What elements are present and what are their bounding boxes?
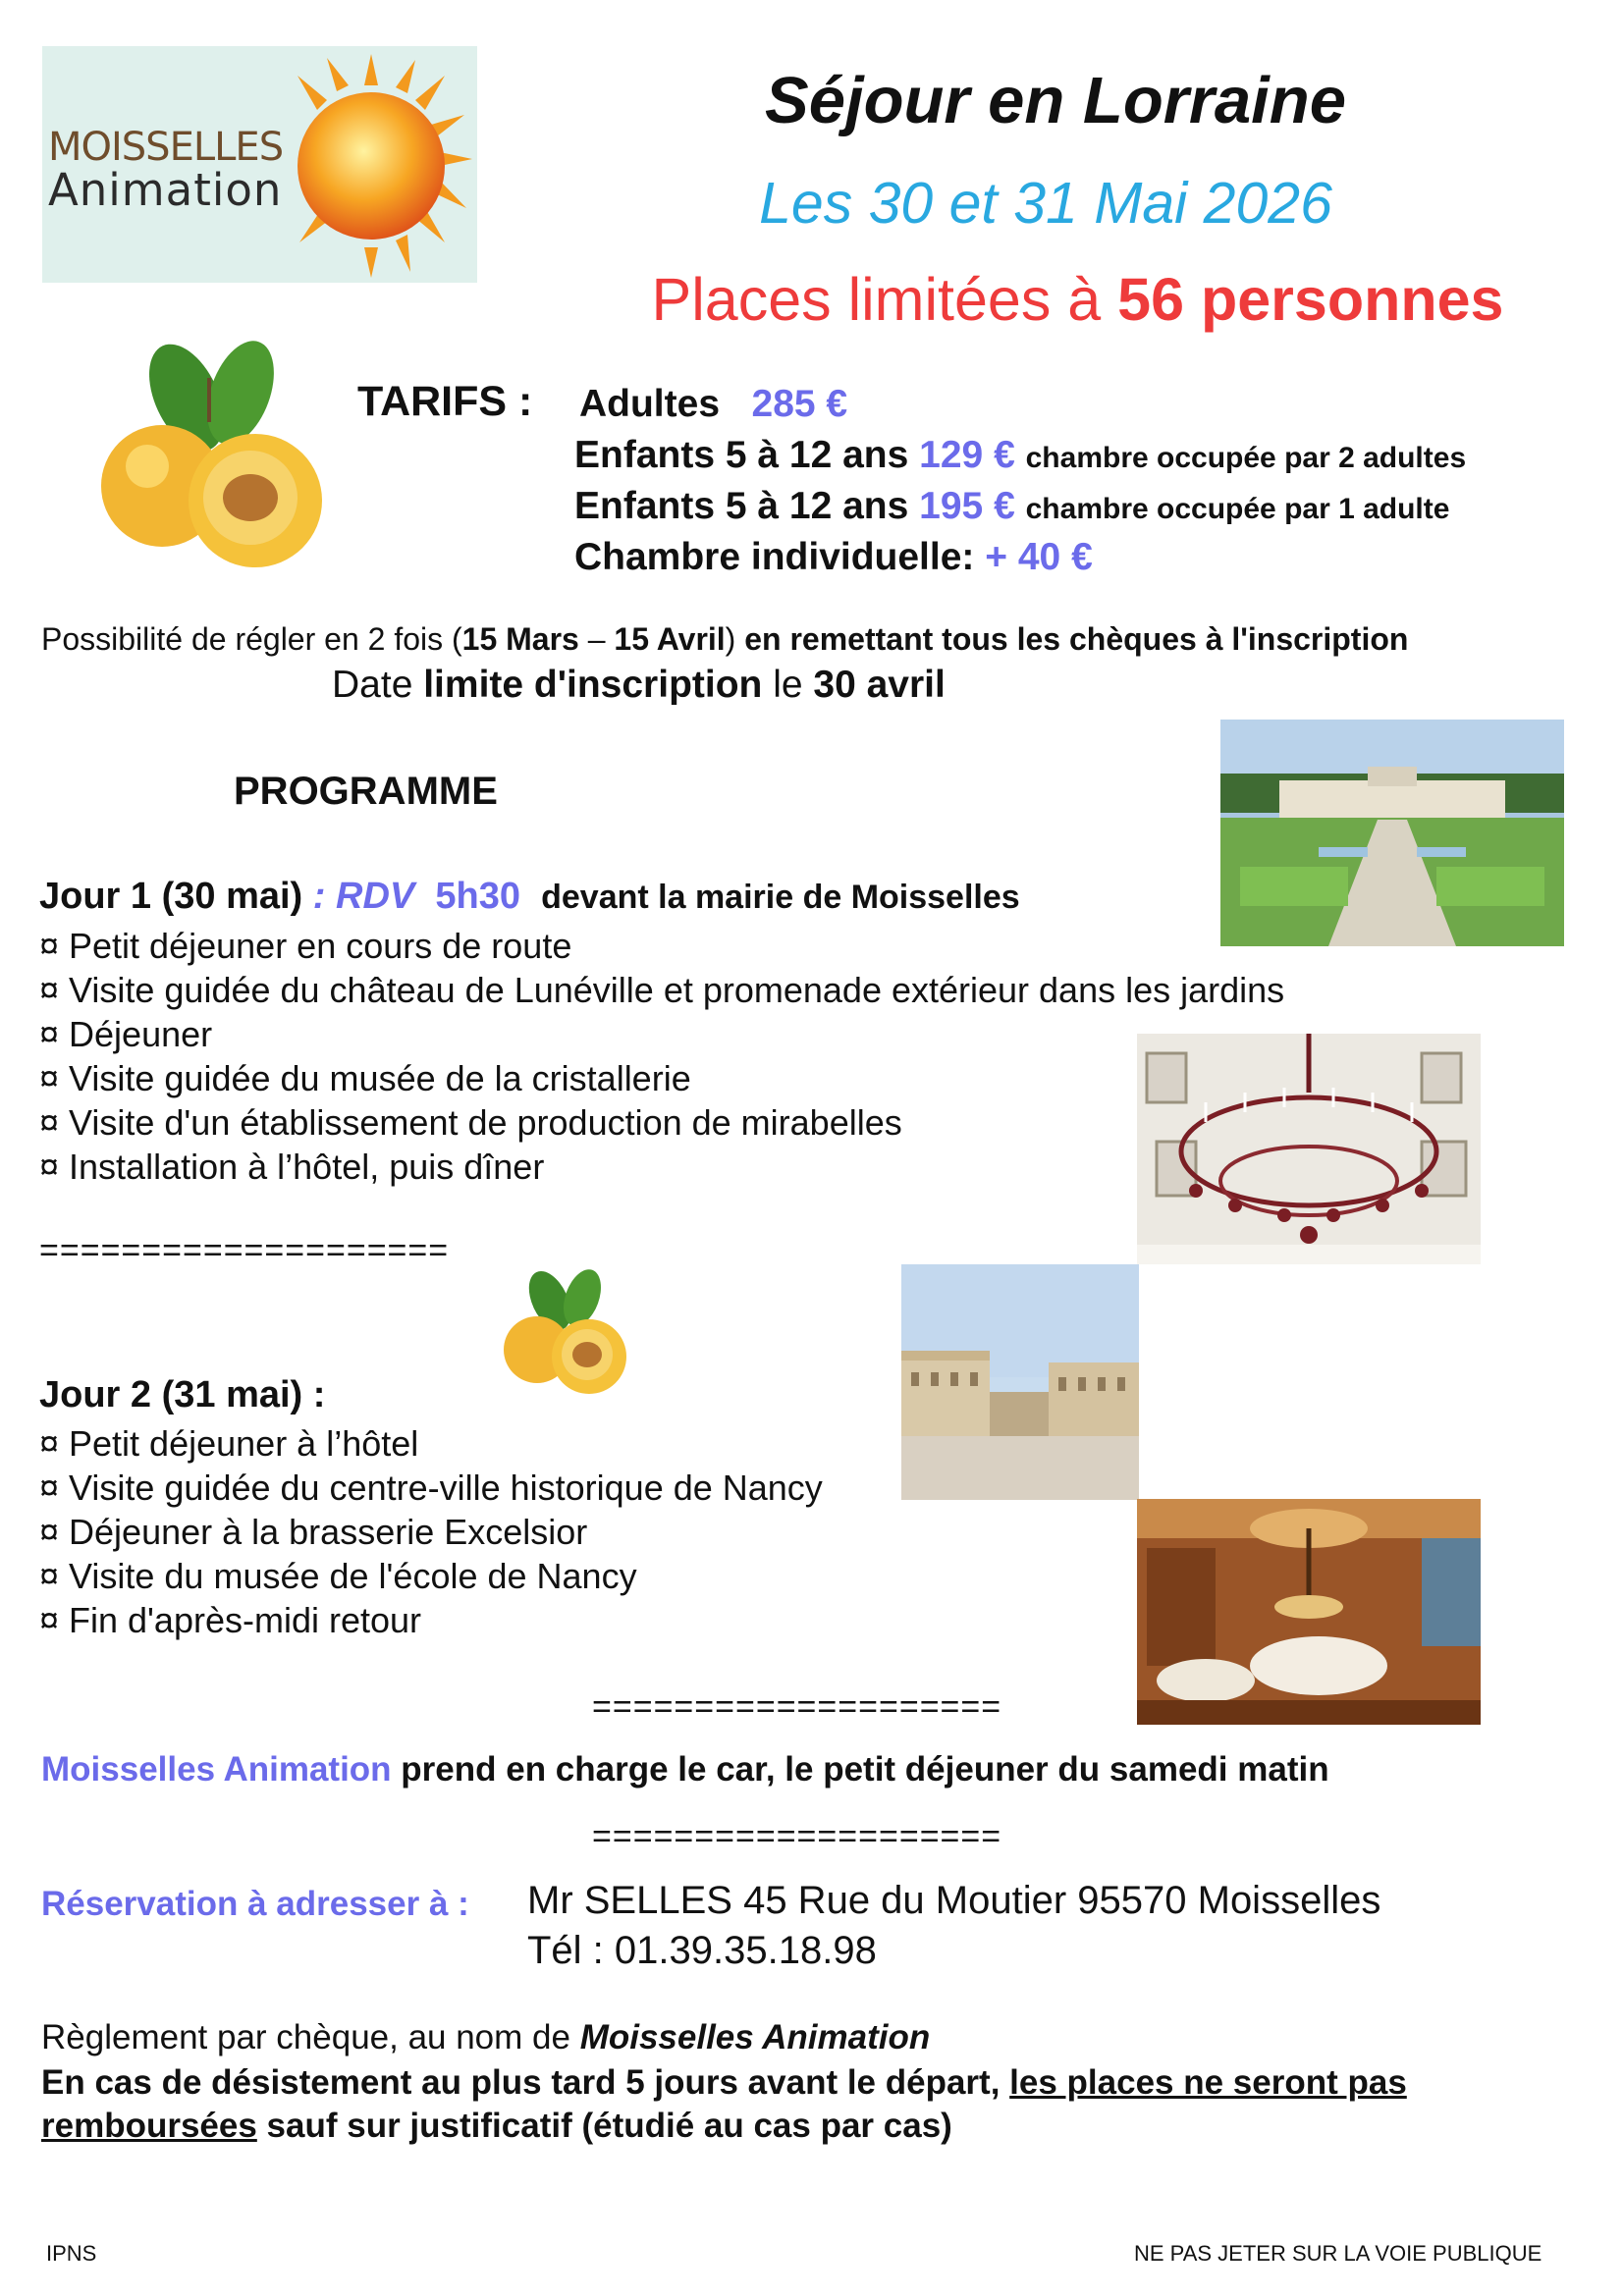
tarif-row-adults bbox=[579, 383, 847, 426]
day1-item: ¤ Visite guidée du musée de la cristallerie bbox=[39, 1058, 691, 1098]
day1-heading bbox=[39, 876, 1020, 918]
tarif-price: + 40 € bbox=[985, 536, 1093, 578]
day1-item: ¤ Déjeuner bbox=[39, 1014, 213, 1054]
reservation-address: Mr SELLES 45 Rue du Moutier 95570 Moisselles bbox=[527, 1879, 1381, 1922]
separator: ==================== bbox=[592, 1688, 1002, 1726]
tarif-row-children-1 bbox=[574, 485, 1449, 528]
rule-text-underlined: les places ne seront pas bbox=[1009, 2063, 1407, 2102]
mirabelle-image-large bbox=[93, 339, 329, 574]
included-info bbox=[41, 1750, 1329, 1789]
included-text: prend en charge le car, le petit déjeuner du samedi matin bbox=[391, 1750, 1329, 1789]
day1-title: Jour 1 (30 mai) bbox=[39, 876, 303, 917]
payment-rule bbox=[41, 2018, 930, 2057]
day1-time: 5h30 bbox=[435, 876, 520, 917]
day2-item: ¤ Petit déjeuner à l’hôtel bbox=[39, 1423, 419, 1464]
mirabelle-image-small bbox=[496, 1266, 633, 1394]
deadline-text: le bbox=[762, 664, 814, 706]
separator: ==================== bbox=[39, 1232, 450, 1269]
logo-line1: MOISSELLES bbox=[48, 125, 284, 170]
day1-item: ¤ Petit déjeuner en cours de route bbox=[39, 926, 572, 966]
rule-text: sauf sur justificatif (étudié au cas par cas) bbox=[256, 2107, 952, 2145]
payment-text: – bbox=[578, 621, 615, 657]
tarif-row-single bbox=[574, 536, 1093, 579]
day2-item: ¤ Déjeuner à la brasserie Excelsior bbox=[39, 1512, 588, 1552]
nancy-square-image bbox=[901, 1264, 1139, 1500]
footer-right: NE PAS JETER SUR LA VOIE PUBLIQUE bbox=[1134, 2241, 1542, 2266]
deadline-text-bold: limite d'inscription bbox=[423, 664, 763, 706]
reservation-label: Réservation à adresser à : bbox=[41, 1885, 469, 1923]
rule-text: En cas de désistement au plus tard 5 jours avant le départ, bbox=[41, 2063, 1010, 2102]
rule-text-underlined: remboursées bbox=[41, 2107, 257, 2145]
tarif-note: chambre occupée par 1 adulte bbox=[1025, 493, 1450, 525]
tarif-row-children-2 bbox=[574, 434, 1466, 477]
page-title: Séjour en Lorraine bbox=[765, 64, 1346, 137]
day1-rdv-sep: : bbox=[302, 876, 336, 917]
logo-line2: Animation bbox=[48, 164, 283, 216]
day1-item: ¤ Installation à l’hôtel, puis dîner bbox=[39, 1147, 545, 1187]
tarif-price: 285 € bbox=[751, 383, 848, 425]
day2-heading: Jour 2 (31 mai) : bbox=[39, 1374, 326, 1415]
cancellation-rule-1 bbox=[41, 2063, 1407, 2103]
payment-text: ) bbox=[725, 621, 745, 657]
payment-date-2: 15 Avril bbox=[614, 621, 726, 657]
cancellation-rule-2 bbox=[41, 2107, 952, 2146]
payment-date-1: 15 Mars bbox=[461, 621, 579, 657]
trip-dates: Les 30 et 31 Mai 2026 bbox=[759, 171, 1332, 236]
day1-rdv: RDV bbox=[336, 876, 415, 917]
tarif-label: Adultes bbox=[579, 383, 721, 425]
tarif-label: Enfants 5 à 12 ans bbox=[574, 485, 909, 527]
places-limit bbox=[0, 265, 1623, 334]
tarif-label: Chambre individuelle: bbox=[574, 536, 975, 578]
rule-text: Règlement par chèque, au nom de bbox=[41, 2018, 580, 2056]
places-count: 56 personnes bbox=[1117, 266, 1504, 333]
day2-item: ¤ Visite guidée du centre-ville historique de Nancy bbox=[39, 1468, 823, 1508]
places-prefix: Places limitées à bbox=[651, 266, 1118, 333]
footer-left: IPNS bbox=[46, 2241, 97, 2266]
deadline bbox=[332, 664, 946, 707]
reservation-phone: Tél : 01.39.35.18.98 bbox=[527, 1929, 877, 1972]
tarifs-label: TARIFS : bbox=[357, 378, 533, 425]
payment-info bbox=[41, 621, 1408, 658]
rule-org: Moisselles Animation bbox=[579, 2018, 931, 2056]
brasserie-excelsior-image bbox=[1137, 1499, 1481, 1725]
day2-item: ¤ Visite du musée de l'école de Nancy bbox=[39, 1556, 637, 1596]
day1-item: ¤ Visite d'un établissement de production de mirabelles bbox=[39, 1102, 902, 1143]
payment-condition: en remettant tous les chèques à l'inscription bbox=[744, 621, 1409, 657]
payment-text: Possibilité de régler en 2 fois ( bbox=[41, 621, 462, 657]
separator: ==================== bbox=[592, 1818, 1002, 1855]
tarif-price: 195 € bbox=[919, 485, 1015, 527]
deadline-text: Date bbox=[332, 664, 424, 706]
tarif-note: chambre occupée par 2 adultes bbox=[1025, 442, 1467, 474]
org-name: Moisselles Animation bbox=[41, 1750, 392, 1789]
day2-item: ¤ Fin d'après-midi retour bbox=[39, 1600, 422, 1640]
day1-item: ¤ Visite guidée du château de Lunéville et promenade extérieur dans les jardins bbox=[39, 970, 1285, 1010]
tarif-label: Enfants 5 à 12 ans bbox=[574, 434, 909, 476]
deadline-date: 30 avril bbox=[813, 664, 946, 706]
day1-place: devant la mairie de Moisselles bbox=[541, 879, 1020, 916]
tarif-price: 129 € bbox=[919, 434, 1015, 476]
chateau-luneville-image bbox=[1220, 720, 1564, 946]
cristallerie-image bbox=[1137, 1034, 1481, 1264]
programme-heading: PROGRAMME bbox=[234, 770, 498, 813]
